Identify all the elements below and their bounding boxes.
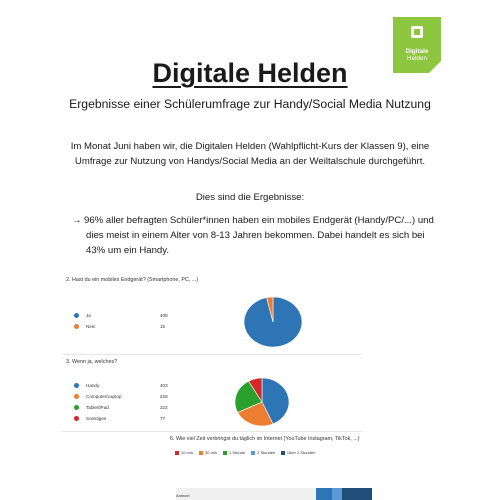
legend-value: 222: [160, 405, 168, 410]
legend-swatch: [74, 313, 79, 318]
chart-1-pie: [243, 296, 303, 348]
legend-item: [74, 312, 184, 323]
result-point-1-text: 96% aller befragten Schüler*innen haben ein mobiles Endgerät (Handy/PC/...) und dies meist in einem Alter von 8-13 Jahren bekommen. Dabei handelt es sich bei 43% um ein Handy.: [84, 215, 434, 256]
legend-value: 228: [160, 394, 168, 399]
legend-label: Computer/Laptop: [86, 394, 122, 399]
legend-label: 2 Stunden: [257, 450, 276, 455]
divider: [62, 431, 362, 432]
legend-swatch: [74, 405, 79, 410]
chart-3-legend: [175, 450, 315, 455]
legend-swatch: [281, 451, 285, 455]
chart-1-legend: [74, 312, 184, 334]
chart-2-title: 3. Wenn ja, welches?: [66, 359, 118, 365]
legend-value: 403: [160, 383, 168, 388]
legend-label: Sonstiges: [86, 416, 107, 421]
legend-item: [74, 404, 184, 415]
legend-swatch: [74, 383, 79, 388]
page-subtitle: Ergebnisse einer Schülerumfrage zur Handy/Social Media Nutzung: [69, 97, 431, 111]
legend-label: Über 2 Stunden: [287, 450, 316, 455]
legend-label: Tablet/iPad: [86, 405, 109, 410]
bar-segment: [316, 488, 332, 500]
divider: [62, 354, 362, 355]
legend-item: [74, 323, 184, 334]
bar-segment: [342, 488, 372, 500]
legend-item: [74, 415, 184, 426]
logo-line2: Helden: [407, 55, 427, 62]
legend-swatch: [223, 451, 227, 455]
legend-swatch: [74, 416, 79, 421]
bar-segment: [332, 488, 342, 500]
arrow-right-icon: →: [72, 215, 82, 226]
legend-item: [199, 450, 217, 455]
bar-track: [176, 488, 316, 500]
legend-value: 408: [160, 313, 168, 318]
chart-2-pie: [234, 377, 290, 427]
legend-swatch: [175, 451, 179, 455]
legend-item: [74, 393, 184, 404]
chart-3-title: 6. Wie viel Zeit verbringst du täglich im Internet (YouTube Instagram, TikTok, ...): [170, 436, 360, 442]
results-heading: Dies sind die Ergebnisse:: [195, 192, 305, 203]
intro-paragraph: Im Monat Juni haben wir, die Digitalen Helden (Wahlpflicht-Kurs der Klassen 9), eine Umfrage zur Nutzung von Handys/Social Media an der Weiltalschule durchgeführt.: [70, 141, 430, 167]
legend-item: [223, 450, 245, 455]
legend-label: 1 Stunde: [229, 450, 246, 455]
legend-item: [251, 450, 275, 455]
legend-item: [175, 450, 193, 455]
legend-label: 30 min: [205, 450, 218, 455]
legend-label: Ja: [86, 313, 91, 318]
chart-1-title: 2. Hast du ein mobiles Endgerät? (Smartphone, PC, ...): [66, 277, 199, 283]
logo-line1: Digitale: [405, 48, 429, 55]
chart-2-legend: [74, 382, 184, 426]
legend-swatch: [74, 394, 79, 399]
result-point-1: [72, 213, 442, 258]
legend-swatch: [251, 451, 255, 455]
page-title: Digitale Helden: [152, 58, 348, 88]
chart-3-category-label: Antwort: [176, 493, 190, 498]
legend-label: Handy: [86, 383, 100, 388]
legend-item: [74, 382, 184, 393]
legend-item: [281, 450, 315, 455]
legend-swatch: [199, 451, 203, 455]
legend-swatch: [74, 324, 79, 329]
chart-3-bar: [168, 458, 378, 500]
legend-label: 10 min: [181, 450, 194, 455]
legend-value: 15: [160, 324, 166, 329]
legend-label: Nein: [86, 324, 96, 329]
legend-value: 77: [160, 416, 166, 421]
